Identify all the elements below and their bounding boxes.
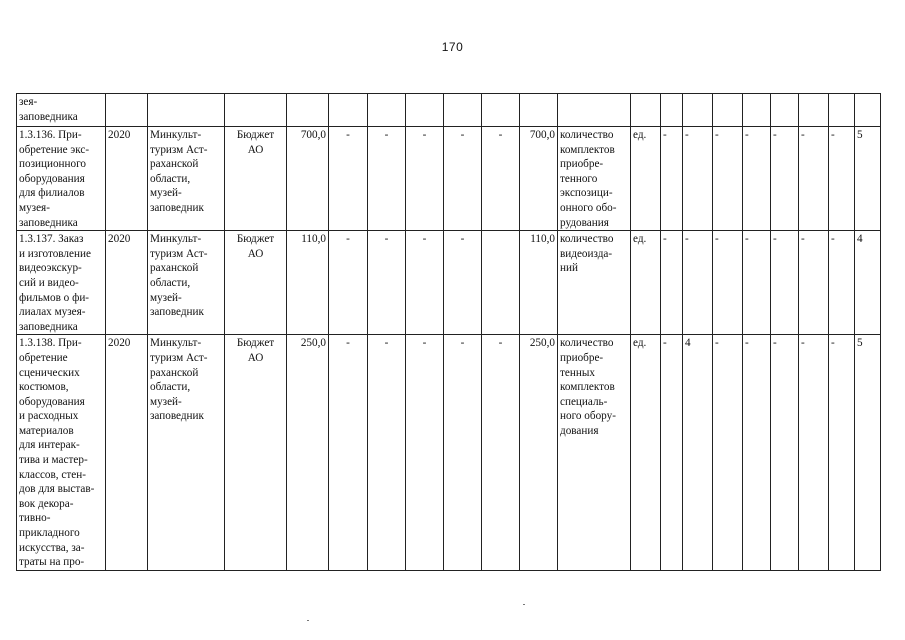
measure-name-cell: 1.3.138. При- обретение сценических костюмов, оборудования и расходных материалов для интерак- тива и мастер- классов, стен- дов для выстав- вок декора- тивно- прикладного искусства, за- траты на про- (17, 335, 106, 571)
indicator-value-cell: 5 (855, 335, 881, 571)
year-value-cell: - (368, 231, 406, 335)
indicator-value-cell: - (661, 335, 683, 571)
year-value-cell: - (368, 127, 406, 231)
indicator-value-cell: - (683, 231, 713, 335)
executor-cell: Минкульт- туризм Аст- раханской области, музей- заповедник (148, 335, 225, 571)
page-number: 170 (441, 40, 464, 54)
executor-cell: Минкульт- туризм Аст- раханской области, музей- заповедник (148, 127, 225, 231)
indicator-value-cell: - (771, 127, 799, 231)
indicator-value-cell: - (661, 127, 683, 231)
amount-cell: 110,0 (520, 231, 558, 335)
indicator-cell: количество комплектов приобре- тенного экспозици- онного обо- рудования (558, 127, 631, 231)
year-value-cell: - (406, 231, 444, 335)
unit-cell: ед. (631, 335, 661, 571)
unit-cell: ед. (631, 231, 661, 335)
budget-table (16, 93, 881, 571)
scan-speck (523, 604, 525, 605)
indicator-cell: количество приобре- тенных комплектов специаль- ного обору- дования (558, 335, 631, 571)
year-value-cell: - (482, 335, 520, 571)
table-row (17, 127, 881, 231)
indicator-value-cell: - (743, 127, 771, 231)
year-value-cell: - (444, 231, 482, 335)
year-value-cell: - (406, 335, 444, 571)
amount-cell: 700,0 (520, 127, 558, 231)
indicator-value-cell: - (713, 127, 743, 231)
year-value-cell: - (444, 335, 482, 571)
indicator-value-cell: - (829, 335, 855, 571)
indicator-value-cell: - (743, 231, 771, 335)
total-cell: 250,0 (287, 335, 329, 571)
indicator-cell: количество видеоизда- ний (558, 231, 631, 335)
table-row (17, 335, 881, 571)
executor-cell: Минкульт- туризм Аст- раханской области, музей- заповедник (148, 231, 225, 335)
indicator-value-cell: - (829, 231, 855, 335)
indicator-value-cell: - (799, 335, 829, 571)
year-cell: 2020 (106, 335, 148, 571)
total-cell: 110,0 (287, 231, 329, 335)
year-value-cell: - (329, 335, 368, 571)
amount-cell: 250,0 (520, 335, 558, 571)
indicator-value-cell: - (661, 231, 683, 335)
year-cell: 2020 (106, 127, 148, 231)
year-value-cell: - (368, 335, 406, 571)
funding-source-cell: Бюджет АО (225, 127, 287, 231)
indicator-value-cell: - (743, 335, 771, 571)
table-row (17, 231, 881, 335)
year-value-cell (482, 231, 520, 335)
total-cell: 700,0 (287, 127, 329, 231)
indicator-value-cell: - (683, 127, 713, 231)
indicator-value-cell: - (771, 335, 799, 571)
funding-source-cell: Бюджет АО (225, 335, 287, 571)
year-value-cell: - (444, 127, 482, 231)
measure-name-cell: 1.3.137. Заказ и изготовление видеоэкскур- сий и видео- фильмов о фи- лиалах музея- заповедника (17, 231, 106, 335)
year-cell: 2020 (106, 231, 148, 335)
indicator-value-cell: 4 (683, 335, 713, 571)
indicator-value-cell: - (799, 127, 829, 231)
scan-speck (307, 620, 309, 621)
indicator-value-cell: - (713, 231, 743, 335)
year-value-cell: - (329, 127, 368, 231)
indicator-value-cell: 4 (855, 231, 881, 335)
unit-cell: ед. (631, 127, 661, 231)
funding-source-cell: Бюджет АО (225, 231, 287, 335)
year-value-cell: - (482, 127, 520, 231)
measure-name-cell: зея- заповедника (17, 94, 106, 127)
measure-name-cell: 1.3.136. При- обретение экс- позиционного оборудования для филиалов музея- заповедника (17, 127, 106, 231)
indicator-value-cell: - (713, 335, 743, 571)
indicator-value-cell: 5 (855, 127, 881, 231)
year-value-cell: - (406, 127, 444, 231)
indicator-value-cell: - (829, 127, 855, 231)
year-value-cell: - (329, 231, 368, 335)
indicator-value-cell: - (799, 231, 829, 335)
table-row (17, 94, 881, 127)
indicator-value-cell: - (771, 231, 799, 335)
